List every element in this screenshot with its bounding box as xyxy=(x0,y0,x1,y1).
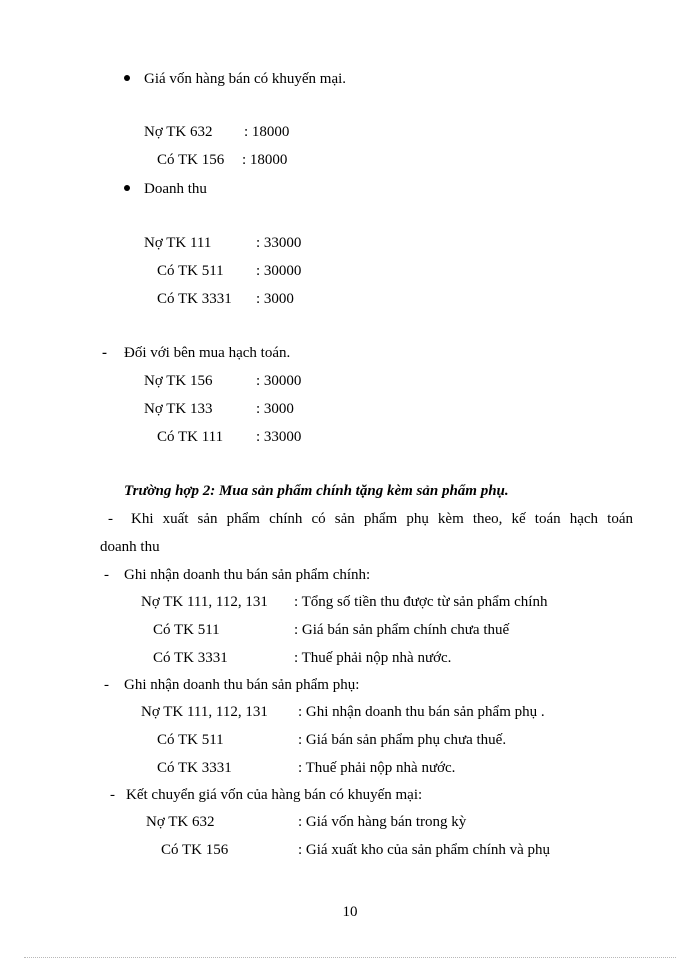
section-heading: Trường hợp 2: Mua sản phẩm chính tặng kèm sản phẩm phụ. xyxy=(124,483,509,499)
entry-label: Có TK 3331 xyxy=(157,291,232,307)
page-number: 10 xyxy=(342,904,358,920)
dash-marker: - xyxy=(110,787,115,803)
entry-value: : 18000 xyxy=(242,152,288,168)
entry-label: Có TK 156 xyxy=(157,152,225,168)
entry-label: Có TK 3331 xyxy=(153,650,228,666)
entry-label: Có TK 3331 xyxy=(157,760,232,776)
entry-label: Nợ TK 133 xyxy=(144,401,213,417)
entry-label: Có TK 511 xyxy=(157,732,224,748)
entry-value: : 33000 xyxy=(256,235,302,251)
section-text: Đối với bên mua hạch toán. xyxy=(124,345,291,361)
entry-label: Có TK 111 xyxy=(157,429,224,445)
paragraph-line: Khi xuất sản phẩm chính có sản phẩm phụ kèm theo, kế toán hạch toán xyxy=(131,511,633,527)
bullet-text: Giá vốn hàng bán có khuyến mại. xyxy=(144,71,347,87)
dash-marker: - xyxy=(104,677,109,693)
entry-value: : 18000 xyxy=(244,124,290,140)
bullet-dot xyxy=(124,185,130,191)
entry-label: Nợ TK 111, 112, 131 xyxy=(141,594,268,610)
entry-value: : Thuế phải nộp nhà nước. xyxy=(294,650,452,666)
entry-value: : 3000 xyxy=(256,291,294,307)
section-text: Ghi nhận doanh thu bán sản phẩm chính: xyxy=(124,567,371,583)
entry-label: Có TK 156 xyxy=(161,842,229,858)
entry-label: Có TK 511 xyxy=(153,622,220,638)
entry-value: : Thuế phải nộp nhà nước. xyxy=(298,760,456,776)
dash-marker: - xyxy=(108,511,113,527)
bullet-dot xyxy=(124,75,130,81)
entry-label: Nợ TK 156 xyxy=(144,373,213,389)
entry-value: : 30000 xyxy=(256,373,302,389)
entry-label: Nợ TK 632 xyxy=(144,124,213,140)
entry-value: : 33000 xyxy=(256,429,302,445)
entry-value: : Giá vốn hàng bán trong kỳ xyxy=(298,814,467,830)
section-text: Ghi nhận doanh thu bán sản phẩm phụ: xyxy=(124,677,360,693)
entry-label: Nợ TK 632 xyxy=(146,814,215,830)
entry-label: Nợ TK 111 xyxy=(144,235,212,251)
entry-value: : Giá bán sản phẩm chính chưa thuế xyxy=(294,622,510,638)
entry-value: : Giá xuất kho của sản phẩm chính và phụ xyxy=(298,842,551,858)
bullet-text: Doanh thu xyxy=(144,181,207,197)
page-bottom-border xyxy=(24,957,676,958)
dash-marker: - xyxy=(104,567,109,583)
entry-label: Nợ TK 111, 112, 131 xyxy=(141,704,268,720)
section-text: Kết chuyển giá vốn của hàng bán có khuyến mại: xyxy=(126,787,423,803)
entry-value: : 3000 xyxy=(256,401,294,417)
entry-value: : Ghi nhận doanh thu bán sản phẩm phụ . xyxy=(298,704,545,720)
entry-value: : Tổng số tiền thu được từ sản phẩm chính xyxy=(294,594,548,610)
entry-value: : Giá bán sản phẩm phụ chưa thuế. xyxy=(298,732,507,748)
dash-marker: - xyxy=(102,345,107,361)
paragraph-line: doanh thu xyxy=(100,539,160,555)
entry-value: : 30000 xyxy=(256,263,302,279)
entry-label: Có TK 511 xyxy=(157,263,224,279)
